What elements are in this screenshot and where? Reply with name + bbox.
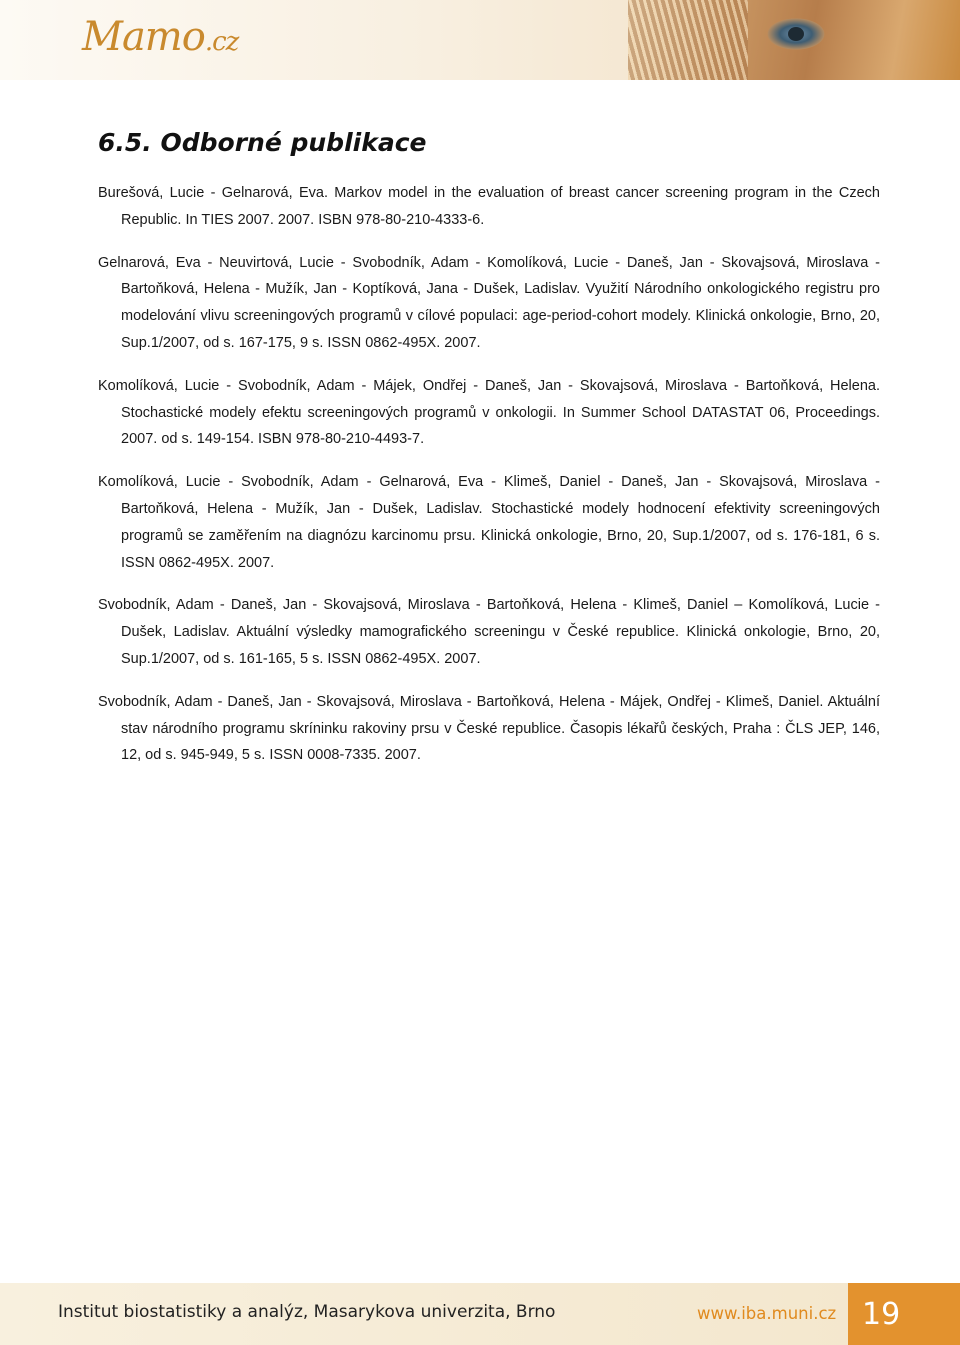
page-footer [0, 1283, 960, 1345]
hair-texture [628, 0, 748, 80]
mamo-logo [82, 14, 238, 60]
publication-entry: Komolíková, Lucie - Svobodník, Adam - Májek, Ondřej - Daneš, Jan - Skovajsová, Miroslava - Bartoňková, Helena. Stochastické modely efektu screeningových programů v onkologii. In Summer School DATASTAT 06, Proceedings. 2007. od s. 149-154. ISBN 978-80-210-4493-7. [98, 377, 880, 448]
publication-entry: Gelnarová, Eva - Neuvirtová, Lucie - Svobodník, Adam - Komolíková, Lucie - Daneš, Jan - Skovajsová, Miroslava - Bartoňková, Helena - Mužík, Jan - Koptíková, Jana - Dušek, Ladislav. Využití Národního onkologického registru pro modelování vlivu screeningových programů v cílové populaci: age-period-cohort modely. Klinická onkologie, Brno, 20, Sup.1/2007, od s. 167-175, 9 s. ISSN 0862-495X. 2007. [98, 254, 880, 351]
publication-entry: Komolíková, Lucie - Svobodník, Adam - Gelnarová, Eva - Klimeš, Daniel - Daneš, Jan - Skovajsová, Miroslava - Bartoňková, Helena - Mužík, Jan - Dušek, Ladislav. Stochastické modely hodnocení efektivity screeningových programů se zaměřením na diagnózu karcinomu prsu. Klinická onkologie, Brno, 20, Sup.1/2007, od s. 176-181, 6 s. ISSN 0862-495X. 2007. [98, 474, 880, 571]
page-header [0, 0, 960, 80]
logo-tld: .cz [204, 27, 239, 57]
eye-pupil [788, 27, 804, 41]
header-photo-eye [628, 0, 960, 80]
footer-institution: Institut biostatistiky a analýz, Masarykova univerzita, Brno [58, 1302, 556, 1322]
publication-entry: Svobodník, Adam - Daneš, Jan - Skovajsová, Miroslava - Bartoňková, Helena - Májek, Ondřej - Klimeš, Daniel. Aktuální stav národního programu skríninku rakoviny prsu v České republice. Časopis lékařů českých, Praha : ČLS JEP, 146, 12, od s. 945-949, 5 s. ISSN 0008-7335. 2007. [98, 693, 880, 764]
footer-website-link[interactable]: www.iba.muni.cz [697, 1304, 837, 1323]
page-number: 19 [848, 1283, 960, 1345]
publication-entry: Svobodník, Adam - Daneš, Jan - Skovajsová, Miroslava - Bartoňková, Helena - Klimeš, Daniel – Komolíková, Lucie - Dušek, Ladislav. Aktuální výsledky mamografického screeningu v České republice. Klinická onkologie, Brno, 20, Sup.1/2007, od s. 161-165, 5 s. ISSN 0862-495X. 2007. [98, 597, 880, 667]
publication-list [98, 180, 880, 785]
logo-main: Mamo [82, 14, 205, 60]
section-title: 6.5. Odborné publikace [98, 128, 427, 157]
publication-entry: Burešová, Lucie - Gelnarová, Eva. Markov model in the evaluation of breast cancer screening program in the Czech Republic. In TIES 2007. 2007. ISBN 978-80-210-4333-6. [98, 185, 880, 228]
